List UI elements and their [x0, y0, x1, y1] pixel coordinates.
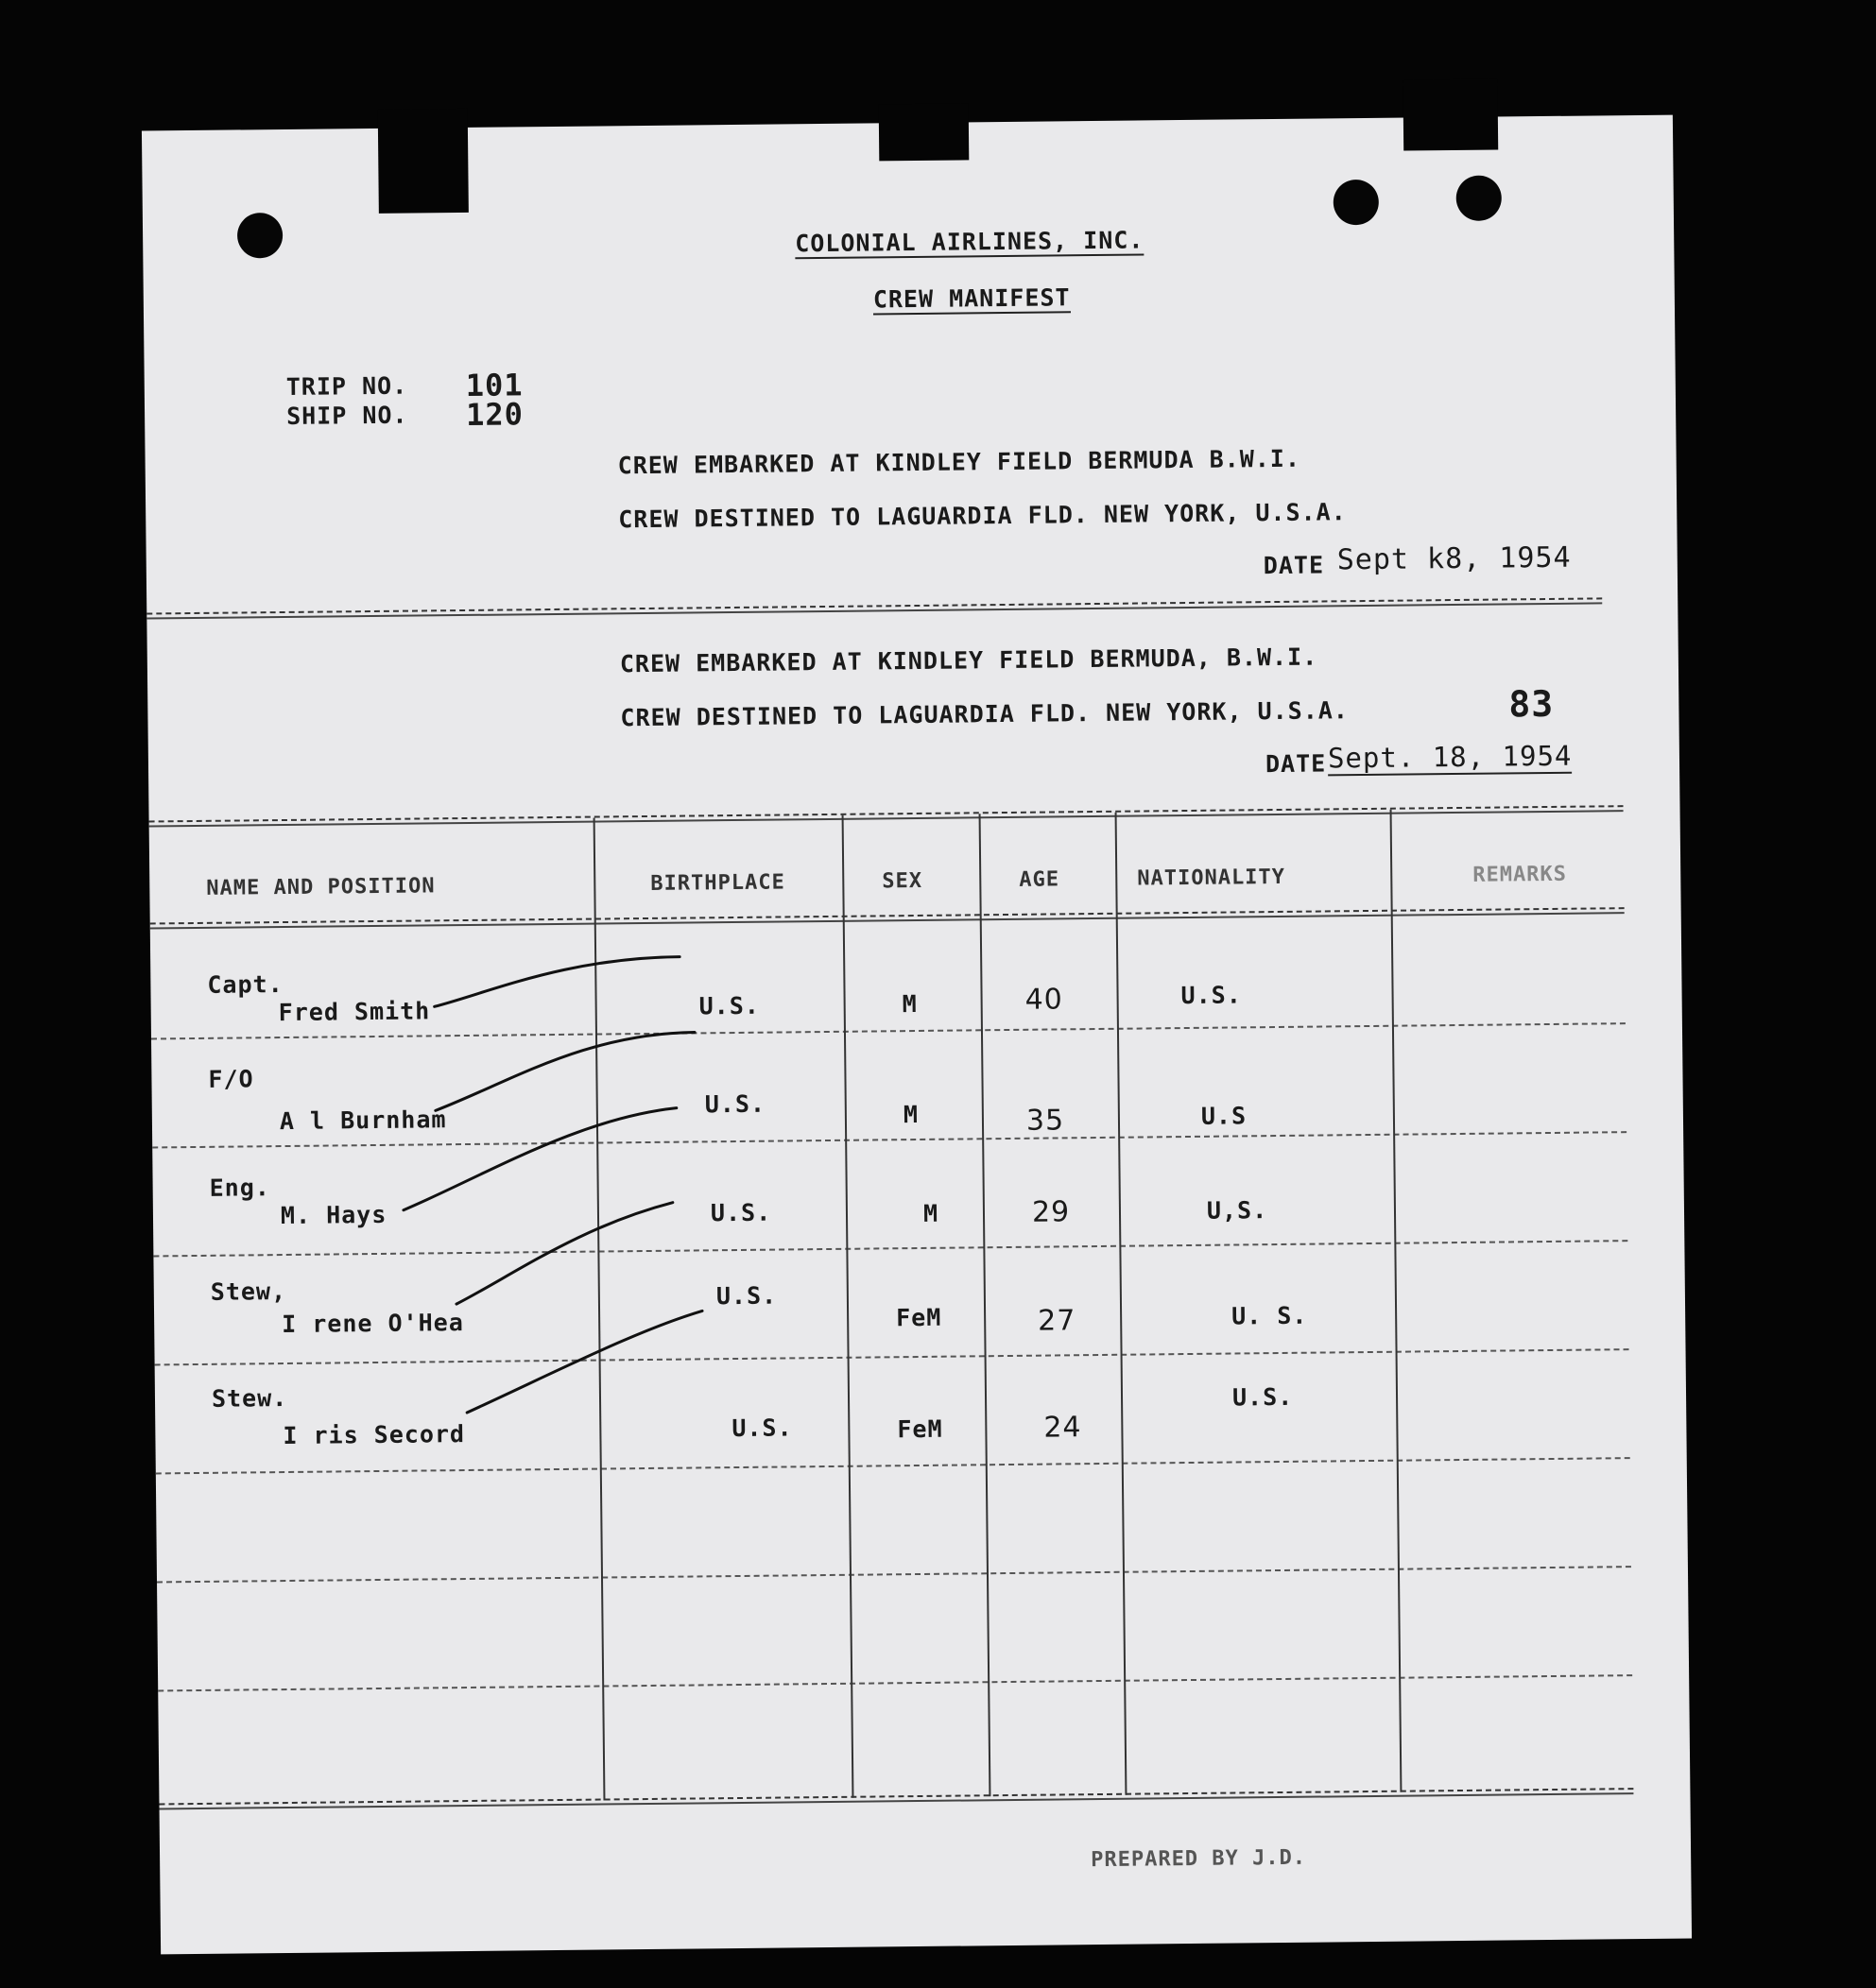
row-sex: FeM	[897, 1414, 943, 1444]
destined-text-1: CREW DESTINED TO LAGUARDIA FLD. NEW YORK, U.S.A.	[618, 498, 1347, 534]
page-number: 83	[1508, 682, 1555, 726]
handwritten-check-marks	[142, 115, 1692, 1955]
row-sex: M	[902, 989, 918, 1019]
row-birthplace: U.S.	[698, 991, 761, 1020]
row-age: 24	[1043, 1411, 1082, 1445]
row-nationality: U.S.	[1231, 1382, 1294, 1412]
destined-text-2: CREW DESTINED TO LAGUARDIA FLD. NEW YORK, U.S.A.	[620, 696, 1350, 732]
row-age: 27	[1037, 1304, 1076, 1338]
prepared-by: PREPARED BY J.D.	[1091, 1845, 1307, 1873]
ship-label: SHIP NO.	[285, 401, 408, 430]
date-label-1: DATE	[1263, 551, 1325, 580]
row-position: Stew.	[211, 1383, 288, 1413]
header-birthplace: BIRTHPLACE	[650, 870, 785, 896]
row-age: 29	[1031, 1195, 1071, 1229]
row-name: A l Burnham	[279, 1105, 447, 1136]
header-nationality: NATIONALITY	[1137, 865, 1286, 891]
header-name-position: NAME AND POSITION	[206, 874, 436, 900]
row-sex: FeM	[895, 1303, 942, 1332]
ship-number: 120	[465, 396, 525, 433]
row-birthplace: U.S.	[704, 1089, 766, 1119]
row-nationality: U.S.	[1180, 981, 1242, 1010]
header-age: AGE	[1019, 867, 1060, 892]
row-nationality: U. S.	[1231, 1301, 1308, 1330]
row-birthplace: U.S.	[731, 1414, 793, 1443]
trip-number: 101	[465, 367, 524, 403]
row-age: 40	[1024, 983, 1063, 1017]
row-nationality: U,S.	[1206, 1196, 1268, 1225]
header-sex: SEX	[882, 868, 923, 894]
trip-label: TRIP NO.	[285, 371, 408, 401]
document-title: CREW MANIFEST	[872, 283, 1071, 314]
company-name: COLONIAL AIRLINES, INC.	[795, 226, 1145, 258]
row-sex: M	[922, 1199, 939, 1227]
row-birthplace: U.S.	[715, 1281, 778, 1311]
row-name: M. Hays	[280, 1200, 387, 1230]
row-position: F/O	[208, 1065, 254, 1093]
row-age: 35	[1025, 1104, 1065, 1138]
row-position: Stew,	[210, 1277, 287, 1306]
row-sex: M	[903, 1100, 920, 1129]
row-birthplace: U.S.	[710, 1198, 772, 1227]
row-name: I rene O'Hea	[282, 1309, 464, 1339]
row-nationality: U.S	[1200, 1102, 1248, 1130]
date-value-1: Sept k8, 1954	[1336, 540, 1572, 577]
row-position: Capt.	[207, 970, 284, 999]
row-name: Fred Smith	[278, 997, 431, 1027]
manifest-page	[142, 115, 1692, 1955]
row-position: Eng.	[209, 1174, 271, 1202]
date-value-2: Sept. 18, 1954	[1327, 739, 1573, 775]
header-remarks: REMARKS	[1472, 862, 1568, 887]
row-name: I ris Secord	[283, 1420, 466, 1450]
date-label-2: DATE	[1265, 749, 1327, 779]
embarked-text-2: CREW EMBARKED AT KINDLEY FIELD BERMUDA, B.W.I.	[619, 643, 1318, 678]
embarked-text-1: CREW EMBARKED AT KINDLEY FIELD BERMUDA B.W.I.	[617, 444, 1301, 480]
